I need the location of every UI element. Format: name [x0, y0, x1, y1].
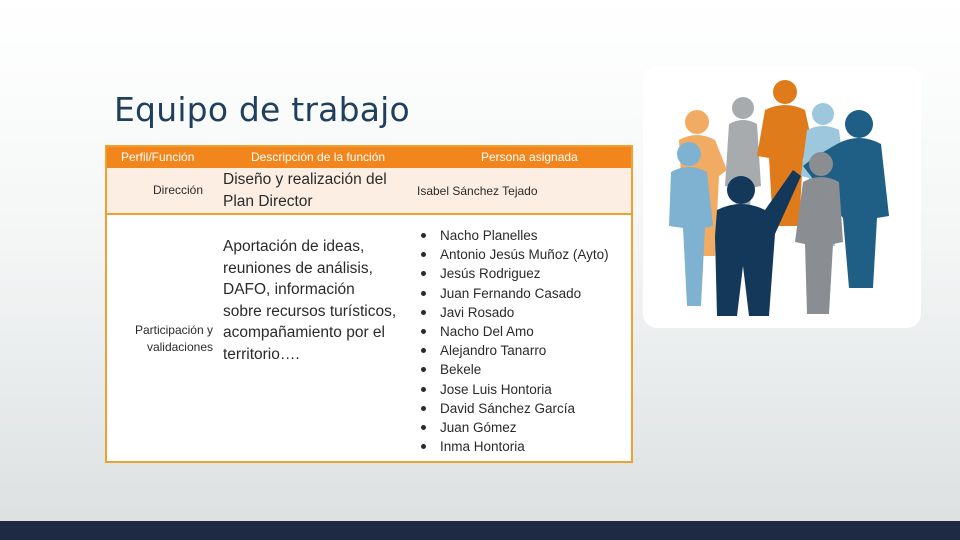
list-item: Jesús Rodriguez [420, 264, 609, 283]
list-item: Alejandro Tanarro [420, 341, 609, 360]
list-item: Bekele [420, 360, 609, 379]
description-line: sobre recursos turísticos, [223, 302, 397, 320]
list-item: David Sánchez García [420, 399, 609, 418]
list-item: Nacho Del Amo [420, 322, 609, 341]
profile-cell: Dirección [153, 183, 204, 197]
description-line: acompañamiento por el [223, 324, 385, 341]
person-list [420, 226, 609, 456]
profile-line: validaciones [146, 340, 213, 354]
table-header [107, 147, 631, 168]
description-line: reuniones de análisis, [223, 259, 373, 277]
person-cell: Isabel Sánchez Tejado [417, 184, 538, 198]
header-profile: Perfil/Función [121, 150, 195, 164]
list-item: Juan Gómez [420, 418, 609, 437]
profile-line: Participación y [134, 323, 213, 337]
list-item: Antonio Jesús Muñoz (Ayto) [420, 245, 609, 264]
profile-cell [121, 322, 213, 356]
list-item: Nacho Planelles [420, 226, 609, 245]
header-person: Persona asignada [481, 150, 578, 164]
list-item: Inma Hontoria [420, 437, 609, 456]
list-item: Javi Rosado [420, 303, 609, 322]
slide-title: Equipo de trabajo [114, 90, 410, 129]
description-line: DAFO, información [223, 281, 355, 298]
bottom-bar [0, 521, 960, 540]
description-cell: Diseño y realización del Plan Director [223, 171, 387, 210]
team-image-card [643, 66, 921, 328]
header-description: Descripción de la función [251, 150, 386, 164]
team-silhouettes-icon [643, 66, 921, 328]
description-line: Aportación de ideas, [223, 238, 365, 255]
list-item: Jose Luis Hontoria [420, 380, 609, 399]
table-row [107, 215, 631, 461]
list-item: Juan Fernando Casado [420, 284, 609, 303]
table-row [107, 168, 631, 215]
description-cell [223, 236, 423, 365]
description-line: territorio…. [223, 345, 300, 363]
team-table [105, 145, 633, 463]
